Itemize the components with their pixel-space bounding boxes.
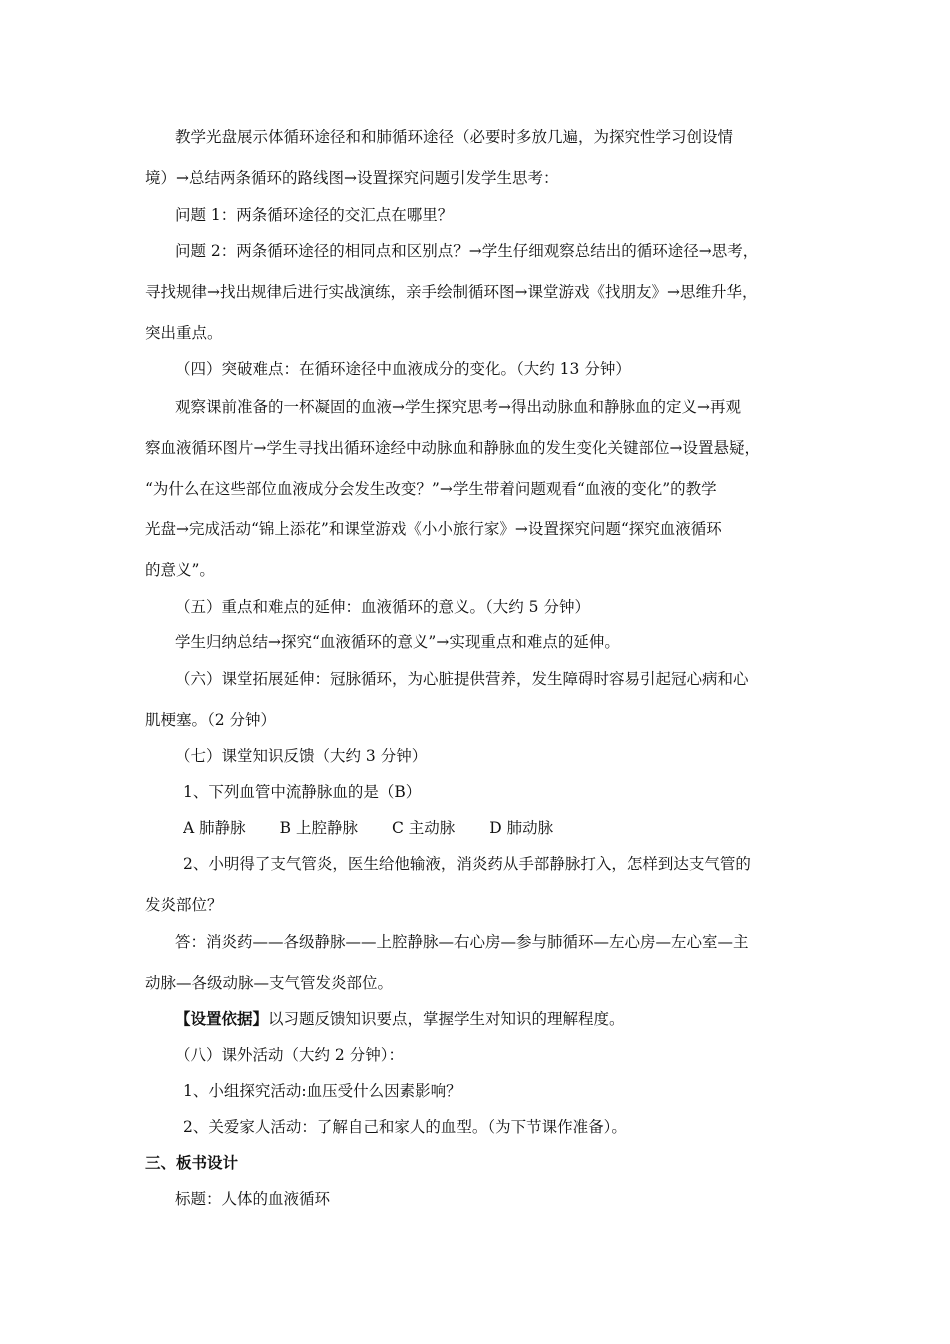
activity-2: 2、关爱家人活动：了解自己和家人的血型。（为下节课作准备）。 (183, 1118, 627, 1136)
paragraph-line: 发炎部位？ (145, 896, 223, 914)
answer-line: 动脉—各级动脉—支气管发炎部位。 (145, 974, 394, 992)
paragraph-line: 教学光盘展示体循环途径和和肺循环途径（必要时多放几遍，为探究性学习创设情 (175, 128, 734, 146)
section-heading-7: （七）课堂知识反馈（大约 3 分钟） (175, 747, 428, 765)
paragraph-line: 观察课前准备的一杯凝固的血液→学生探究思考→得出动脉血和静脉血的定义→再观 (175, 398, 741, 416)
option-d: D 肺动脉 (489, 819, 554, 837)
question-1: 问题 1：两条循环途径的交汇点在哪里？ (175, 206, 454, 224)
paragraph-line: 肌梗塞。（2 分钟） (145, 711, 277, 729)
option-c: C 主动脉 (391, 819, 456, 837)
quiz-question-1: 1、下列血管中流静脉血的是（B） (183, 783, 422, 801)
quiz-options (183, 817, 805, 839)
option-b: B 上腔静脉 (279, 819, 358, 837)
basis-text: 以习题反馈知识要点，掌握学生对知识的理解程度。 (268, 1010, 625, 1028)
paragraph-line: 光盘→完成活动“锦上添花”和课堂游戏《小小旅行家》→设置探究问题“探究血液循环 (145, 520, 722, 538)
answer-line: 答：消炎药——各级静脉——上腔静脉—右心房—参与肺循环—左心房—左心室—主 (175, 933, 749, 951)
question-2: 问题 2：两条循环途径的相同点和区别点？→学生仔细观察总结出的循环途径→思考， (175, 242, 759, 260)
quiz-question-2: 2、小明得了支气管炎，医生给他输液，消炎药从手部静脉打入，怎样到达支气管的 (183, 855, 751, 873)
paragraph-line: “为什么在这些部位血液成分会发生改变？”→学生带着问题观看“血液的变化”的教学 (145, 480, 717, 498)
basis-label: 【设置依据】 (175, 1009, 269, 1028)
paragraph-line: 突出重点。 (145, 324, 223, 342)
paragraph-line: 境）→总结两条循环的路线图→设置探究问题引发学生思考： (145, 169, 559, 187)
section-heading-5: （五）重点和难点的延伸：血液循环的意义。（大约 5 分钟） (175, 598, 590, 616)
paragraph-line: 的意义”。 (145, 561, 215, 579)
activity-1: 1、小组探究活动:血压受什么因素影响？ (183, 1082, 462, 1100)
section-heading-8: （八）课外活动（大约 2 分钟）： (175, 1046, 404, 1064)
section-heading-4: （四）突破难点：在循环途径中血液成分的变化。（大约 13 分钟） (175, 360, 631, 378)
basis-line (175, 1008, 805, 1030)
board-title: 标题：人体的血液循环 (175, 1190, 331, 1208)
option-a: A 肺静脉 (183, 819, 246, 837)
section-heading-board: 三、板书设计 (145, 1153, 239, 1172)
paragraph-line: 寻找规律→找出规律后进行实战演练，亲手绘制循环图→课堂游戏《找朋友》→思维升华， (145, 283, 758, 301)
section-heading-6: （六）课堂拓展延伸：冠脉循环，为心脏提供营养，发生障碍时容易引起冠心病和心 (175, 670, 749, 688)
paragraph-line: 学生归纳总结→探究“血液循环的意义”→实现重点和难点的延伸。 (175, 633, 620, 651)
paragraph-line: 察血液循环图片→学生寻找出循环途经中动脉血和静脉血的发生变化关键部位→设置悬疑， (145, 439, 760, 457)
